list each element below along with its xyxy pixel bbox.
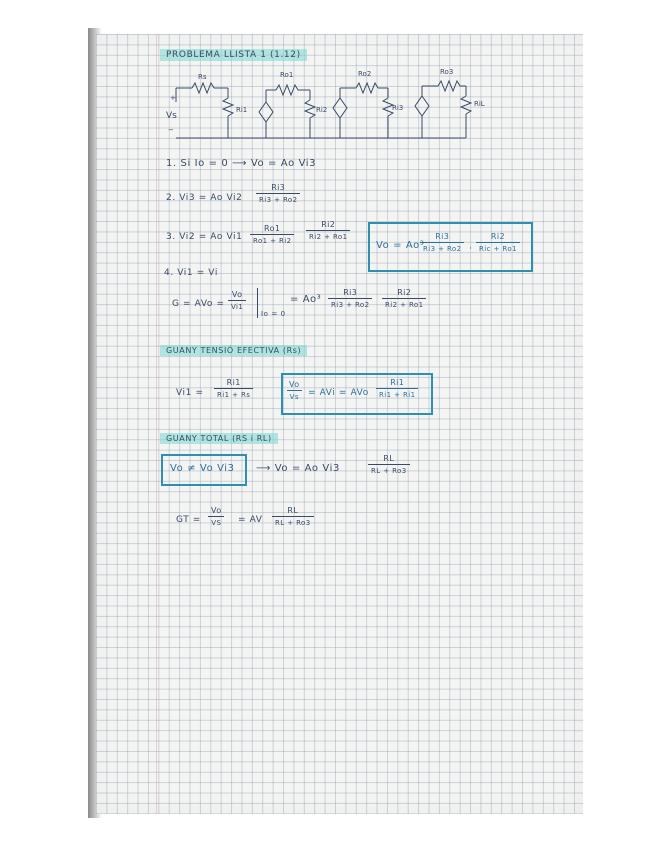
section-heading-effective-gain: GUANY TENSIÓ EFECTIVA (Rs): [160, 346, 307, 355]
boxed-vo-note-text: Vo ≠ Vo Vi3: [170, 463, 235, 474]
vo-arrow-equation: ⟶ Vo = Ao Vi3: [256, 463, 340, 474]
evaluation-bar: [257, 288, 258, 318]
label-ri2: Ri2: [316, 106, 328, 114]
label-ro3: Ro3: [440, 68, 454, 76]
label-rl: RiL: [474, 100, 485, 108]
boxed-vo-fraction-2: Ri2 Ric + Ro1: [476, 232, 520, 253]
vi1-lhs: Vi1 =: [176, 388, 204, 398]
boxed-gain-fraction-2: $\frac{Ri1}{Ri1 + Ri1}$: [376, 378, 418, 399]
label-minus: −: [168, 126, 174, 134]
step-3-fraction-1: $\frac{Ro1}{Ro1 + Ri2}$: [250, 224, 294, 245]
gt-fraction-2: $\frac{RL}{RL + Ro3}$: [272, 506, 314, 527]
boxed-gain-mid: = AVi = AVo: [308, 388, 369, 398]
step-4: 4. Vi1 = Vi: [164, 268, 218, 278]
boxed-vo-lhs: Vo = Ao³: [376, 240, 425, 251]
label-vs: Vs: [166, 111, 177, 121]
label-ri1: Ri1: [236, 106, 248, 114]
label-rs: Rs: [198, 73, 207, 81]
gt-mid: = AV: [238, 515, 263, 525]
gain-fraction-vo-vi1: $\frac{Vo}{Vi1}$: [228, 290, 246, 311]
label-ri3: Ri3: [392, 104, 404, 112]
step-1: 1. Si Io = 0 ⟶ Vo = Ao Vi3: [166, 158, 317, 169]
amplifier-circuit-diagram: [160, 62, 500, 144]
page-title: PROBLEMA LLISTA 1 (1.12): [160, 50, 307, 60]
boxed-gain-fraction-vo-vs: $\frac{Vo}{Vs}$: [286, 380, 303, 401]
step-2-lhs: 2. Vi3 = Ao Vi2: [166, 193, 243, 203]
label-ro2: Ro2: [358, 70, 372, 78]
label-plus: +: [170, 94, 176, 102]
section-heading-total-gain: GUANY TOTAL (RS i RL): [160, 434, 278, 443]
gt-fraction-vo-vs: $\frac{Vo}{VS}$: [208, 506, 225, 527]
vo-arrow-fraction: $\frac{RL}{RL + Ro3}$: [368, 454, 410, 475]
gain-condition: Io = 0: [261, 310, 286, 318]
gain-fraction-3: $\frac{Ri2}{Ri2 + Ro1}$: [382, 288, 426, 309]
gain-fraction-2: $\frac{Ri3}{Ri3 + Ro2}$: [328, 288, 372, 309]
gain-eq: = Ao³: [290, 294, 322, 305]
gt-lhs: GT =: [176, 515, 201, 525]
gain-lhs: G = AVo =: [172, 299, 225, 309]
step-3-lhs: 3. Vi2 = Ao Vi1: [166, 232, 243, 242]
boxed-vo-dot: ·: [469, 244, 473, 254]
grid-paper-sheet: [96, 34, 583, 814]
vi1-fraction: $\frac{Ri1}{Ri1 + Rs}$: [214, 378, 253, 399]
step-3-fraction-2: $\frac{Ri2}{Ri2 + Ro1}$: [306, 220, 350, 241]
label-ro1: Ro1: [280, 71, 294, 79]
boxed-vo-fraction-1: $\frac{Ri3}{Ri3 + Ro2}$: [420, 232, 464, 253]
step-2-fraction: $\frac{Ri3}{Ri3 + Ro2}$: [256, 183, 300, 204]
margin-line: [156, 34, 157, 814]
